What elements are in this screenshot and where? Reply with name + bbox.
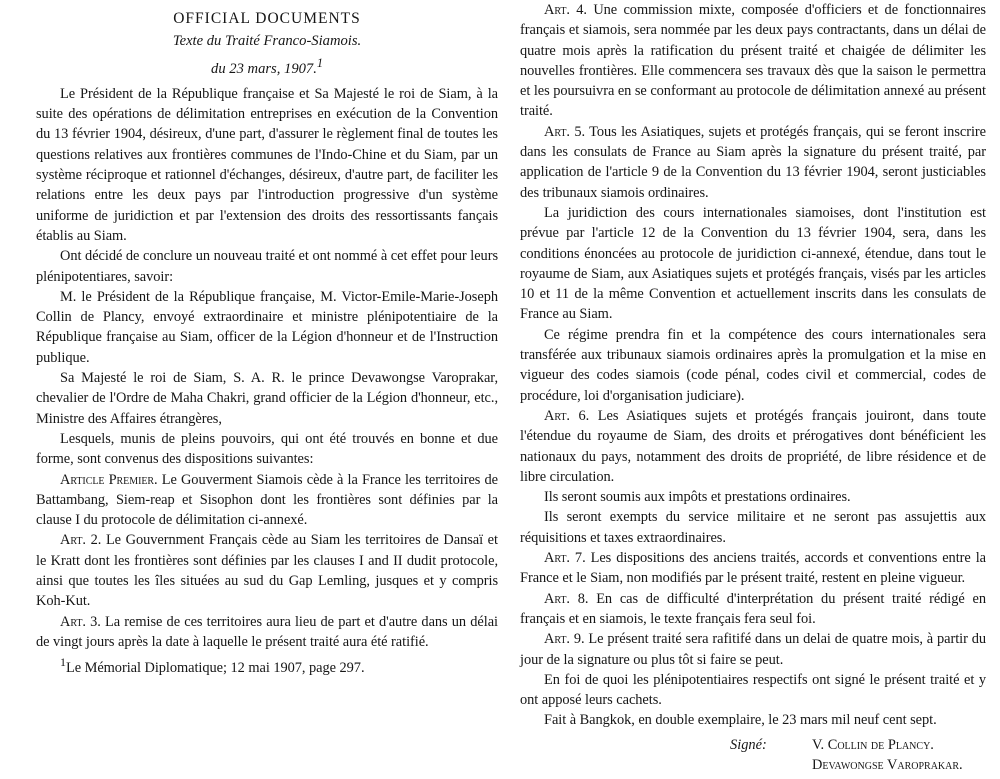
signature-block: [520, 737, 986, 779]
plenipotentiaries-paragraph: Ont décidé de conclure un nouveau traité et ont nommé à cet effet pour leurs plénipotentiares, savoir:: [36, 248, 498, 285]
signing-paragraph: En foi de quoi les plénipotentiaires respectifs ont signé le présent traité et y ont apposé leurs cachets.: [520, 671, 986, 709]
treaty-subtitle: Texte du Traité Franco-Siamois.: [172, 33, 362, 49]
taxes-paragraph: Ils seront soumis aux impôts et prestations ordinaires.: [544, 489, 851, 506]
article-8-label: Art. 8.: [544, 590, 589, 607]
article-2: Art. 2. Le Gouvernment Français cède au Siam les territoires de Dansaï et le Kratt dont les frontières sont définies par les clauses I and II dudit protocole, ainsi que toutes les îles situées au sud du Gap Lemling, jusques et y compris Koh-Kut.: [36, 532, 498, 610]
signed-label: Signé:: [730, 736, 767, 753]
article-7: Art. 7. Les dispositions des anciens traités, accords et conventions entre la France et le Siam, non modifiés par le présent traité, restent en pleine vigueur.: [520, 550, 986, 587]
article-9: Art. 9. Le présent traité sera rafitifé dans un delai de quatre mois, à partir du jour de la signature ou plus tôt si faire se peut.: [520, 631, 986, 668]
article-3: Art. 3. La remise de ces territoires aura lieu de part et d'autre dans un délai de vingt jours après la date à laquelle le présent traité aura été ratifié.: [36, 613, 498, 650]
siamese-plenipotentiary-paragraph: Sa Majesté le roi de Siam, S. A. R. le prince Devawongse Varoprakar, chevalier de l'Ordre de Maha Chakri, grand officier de la Légion d'honneur, etc., Ministre des Affaires étrangères,: [36, 370, 498, 427]
signer-devawongse: Devawongse Varoprakar.: [812, 756, 963, 773]
article-6-label: Art. 6.: [544, 407, 590, 424]
article-4: Art. 4. Une commission mixte, composée d'officiers et de fonctionnaires français et siamois, sera nommée par les deux pays contractants, dans un délai de quatre mois après la ratification du présent traité et chaigée de délimiter les nouvelles frontières. Elle commencera ses travaux dès que la saison le permettra et les poursuivra en se conformant au protocole de délimitation annexé au présent traité.: [520, 2, 986, 120]
article-8: Art. 8. En cas de difficulté d'interprétation du présent traité rédigé en français et en siamois, le texte français fera seul foi.: [520, 590, 986, 627]
footnote: $^1$Le Mémorial Diplomatique; 12 mai 1907, page 297.: [60, 655, 365, 676]
regime-paragraph: Ce régime prendra fin et la compétence des cours internationales sera transférée aux tribunaux siamois ordinaires après la promulgation et la mise en vigueur des codes siamois (code pénal, codes civil et commercial, codes de procédure, loi d'organisation judiciare).: [520, 326, 986, 404]
left-column: [36, 0, 498, 678]
article-4-label: Art. 4.: [544, 2, 587, 18]
preamble-paragraph: Le Président de la République française et Sa Majesté le roi de Siam, à la suite des opérations de délimitation entreprises en exécution de la Convention du 13 février 1904, désireux, d'une part, d'assurer le règlement final de toutes les questions relatives aux frontières communes de l'Indo-Chine et du Siam, par un système réciproque et rationnel d'échanges, désireux, d'autre part, de faciliter les relations entre les deux pays par l'introduction progressive d'un système uniforme de juridiction et par l'extension des droits des ressortissants fançais établis au Siam.: [36, 85, 498, 244]
treaty-date: du 23 mars, 1907.$^1$: [211, 56, 323, 77]
article-7-label: Art. 7.: [544, 550, 586, 567]
article-6: Art. 6. Les Asiatiques sujets et protégés français jouiront, dans toute l'étendue du royaume de Siam, des droits et prérogatives dont bénéficient les nationaux du pays, notamment des droits de propriété, de libre résidence et de libre circulation.: [520, 407, 986, 485]
military-service-paragraph: Ils seront exempts du service militaire et ne seront pas assujettis aux réquisitions et taxes extraordinaires.: [520, 509, 986, 546]
article-5: Art. 5. Tous les Asiatiques, sujets et protégés français, qui se feront inscrire dans les consulats de France au Siam après la signature du présent traité, par application de l'article 9 de la Convention du 13 février 1904, seront justiciables des tribunaux siamois ordinaires.: [520, 123, 986, 201]
signer-collin-de-plancy: V. Collin de Plancy.: [812, 736, 934, 753]
french-plenipotentiary-paragraph: M. le Président de la République française, M. Victor-Emile-Marie-Joseph Collin de Plancy, envoyé extraordinaire et ministre plénipotentiaire de la République française au Siam, officer de la Légion d'honneur et de l'Instruction publique.: [36, 288, 498, 366]
jurisdiction-paragraph: La juridiction des cours internationales siamoises, dont l'institution est prévue par l'article 12 de la Convention du 13 février 1904, sera, dans les conditions énoncées au protocole de juridiction ci-annexé, étendue, dans tout le royaume de Siam, aux Asiatiques sujets et protégés français, visés par les articles 10 et 11 de la même Convention et actuellement inscrits dans les consulats de France au Siam.: [520, 204, 986, 323]
full-powers-paragraph: Lesquels, munis de pleins pouvoirs, qui ont été trouvés en bonne et due forme, sont convenus des dispositions suivantes:: [36, 430, 498, 468]
right-column: [520, 0, 986, 779]
article-3-label: Art. 3.: [60, 613, 101, 630]
article-5-label: Art. 5.: [544, 123, 586, 140]
document-heading: OFFICIAL DOCUMENTS: [173, 10, 361, 27]
article-1-label: Article Premier.: [60, 471, 158, 488]
article-1: Article Premier. Le Gouverment Siamois cède à la France les territoires de Battambang, Siem-reap et Sisophon dont les frontières sont définies par la clause I du protocole de délimitation ci-annexé.: [36, 471, 498, 529]
article-2-label: Art. 2.: [60, 532, 102, 549]
footnote-marker: 1: [60, 655, 66, 670]
place-date-paragraph: Fait à Bangkok, en double exemplaire, le 23 mars mil neuf cent sept.: [544, 712, 937, 729]
article-9-label: Art. 9.: [544, 631, 585, 648]
footnote-ref: 1: [316, 56, 323, 70]
